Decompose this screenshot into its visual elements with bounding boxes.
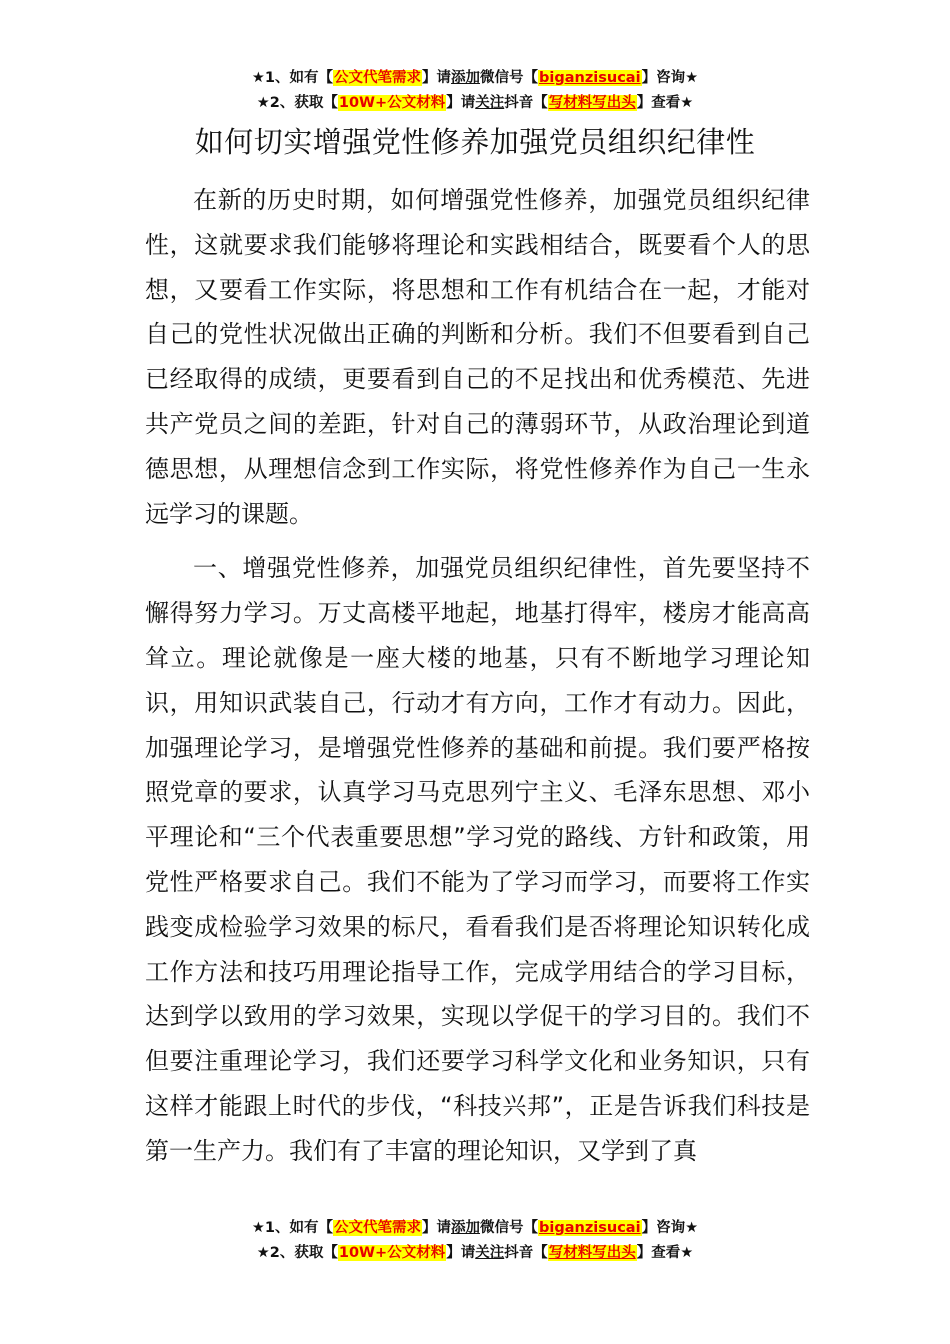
paragraph-intro: 在新的历史时期，如何增强党性修养，加强党员组织纪律性，这就要求我们能够将理论和实践相结合，既要看个人的思想，又要看工作实际，将思想和工作有机结合在一起，才能对自己的党性状况做出正确的判断和分析。我们不但要看到自己已经取得的成绩，更要看到自己的不足找出和优秀模范、先进共产党员之间的差距，针对自己的薄弱环节，从政治理论到道德思想，从理想信念到工作实际，将党性修养作为自己一生永远学习的课题。 xyxy=(145,186,810,528)
promo-highlight-wechat-id: biganzisucai xyxy=(539,1220,641,1236)
document-title: 如何切实增强党性修养加强党员组织纪律性 xyxy=(194,125,756,159)
promo-text: 】请 xyxy=(422,1220,452,1236)
promo-underlined-text: 添加 xyxy=(451,70,481,86)
promo-highlight-wechat-id: biganzisucai xyxy=(539,70,641,86)
promo-text: 抖音【 xyxy=(504,1245,548,1261)
document-body xyxy=(145,178,810,1184)
promo-underlined-text: 添加 xyxy=(451,1220,481,1236)
promo-text: ★2、获取【 xyxy=(256,1245,338,1261)
promo-highlight-materials: 10W+公文材料 xyxy=(338,1245,446,1261)
promo-text: 微信号【 xyxy=(480,1220,539,1236)
promo-underlined-text: 关注 xyxy=(475,1245,505,1261)
promo-text: ★1、如有【 xyxy=(251,70,334,86)
promo-line-2 xyxy=(0,1241,950,1266)
promo-text: ★2、获取【 xyxy=(256,95,338,111)
promo-text: 】查看★ xyxy=(636,95,694,111)
promo-text: 】请 xyxy=(446,1245,476,1261)
promo-text: 】请 xyxy=(446,95,476,111)
promo-text: 】请 xyxy=(422,70,452,86)
paragraph-section-1: 一、增强党性修养，加强党员组织纪律性，首先要坚持不懈得努力学习。万丈高楼平地起，地基打得牢，楼房才能高高耸立。理论就像是一座大楼的地基，只有不断地学习理论知识，用知识武装自己，行动才有方向，工作才有动力。因此，加强理论学习，是增强党性修养的基础和前提。我们要严格按照党章的要求，认真学习马克思列宁主义、毛泽东思想、邓小平理论和“三个代表重要思想”学习党的路线、方针和政策，用党性严格要求自己。我们不能为了学习而学习，而要将工作实践变成检验学习效果的标尺，看看我们是否将理论知识转化成工作方法和技巧用理论指导工作，完成学用结合的学习目标，达到学以致用的学习效果，实现以学促干的学习目的。我们不但要注重理论学习，我们还要学习科学文化和业务知识，只有这样才能跟上时代的步伐，“科技兴邦”，正是告诉我们科技是第一生产力。我们有了丰富的理论知识，又学到了真 xyxy=(145,554,810,1165)
promo-text: 微信号【 xyxy=(480,70,539,86)
promo-underlined-text: 关注 xyxy=(475,95,505,111)
promo-text: 抖音【 xyxy=(504,95,548,111)
promo-text: 】查看★ xyxy=(636,1245,694,1261)
promo-highlight-materials: 10W+公文材料 xyxy=(338,95,446,111)
promo-highlight-douyin: 写材料写出头 xyxy=(548,1245,636,1261)
promo-highlight-service: 公文代笔需求 xyxy=(334,1220,422,1236)
header-promo-banner xyxy=(0,66,950,116)
promo-line-1 xyxy=(0,66,950,91)
promo-text: 】咨询★ xyxy=(641,1220,699,1236)
promo-text: ★1、如有【 xyxy=(251,1220,334,1236)
footer-promo-banner xyxy=(0,1216,950,1266)
promo-line-2 xyxy=(0,91,950,116)
promo-highlight-service: 公文代笔需求 xyxy=(334,70,422,86)
promo-line-1 xyxy=(0,1216,950,1241)
promo-highlight-douyin: 写材料写出头 xyxy=(548,95,636,111)
promo-text: 】咨询★ xyxy=(641,70,699,86)
